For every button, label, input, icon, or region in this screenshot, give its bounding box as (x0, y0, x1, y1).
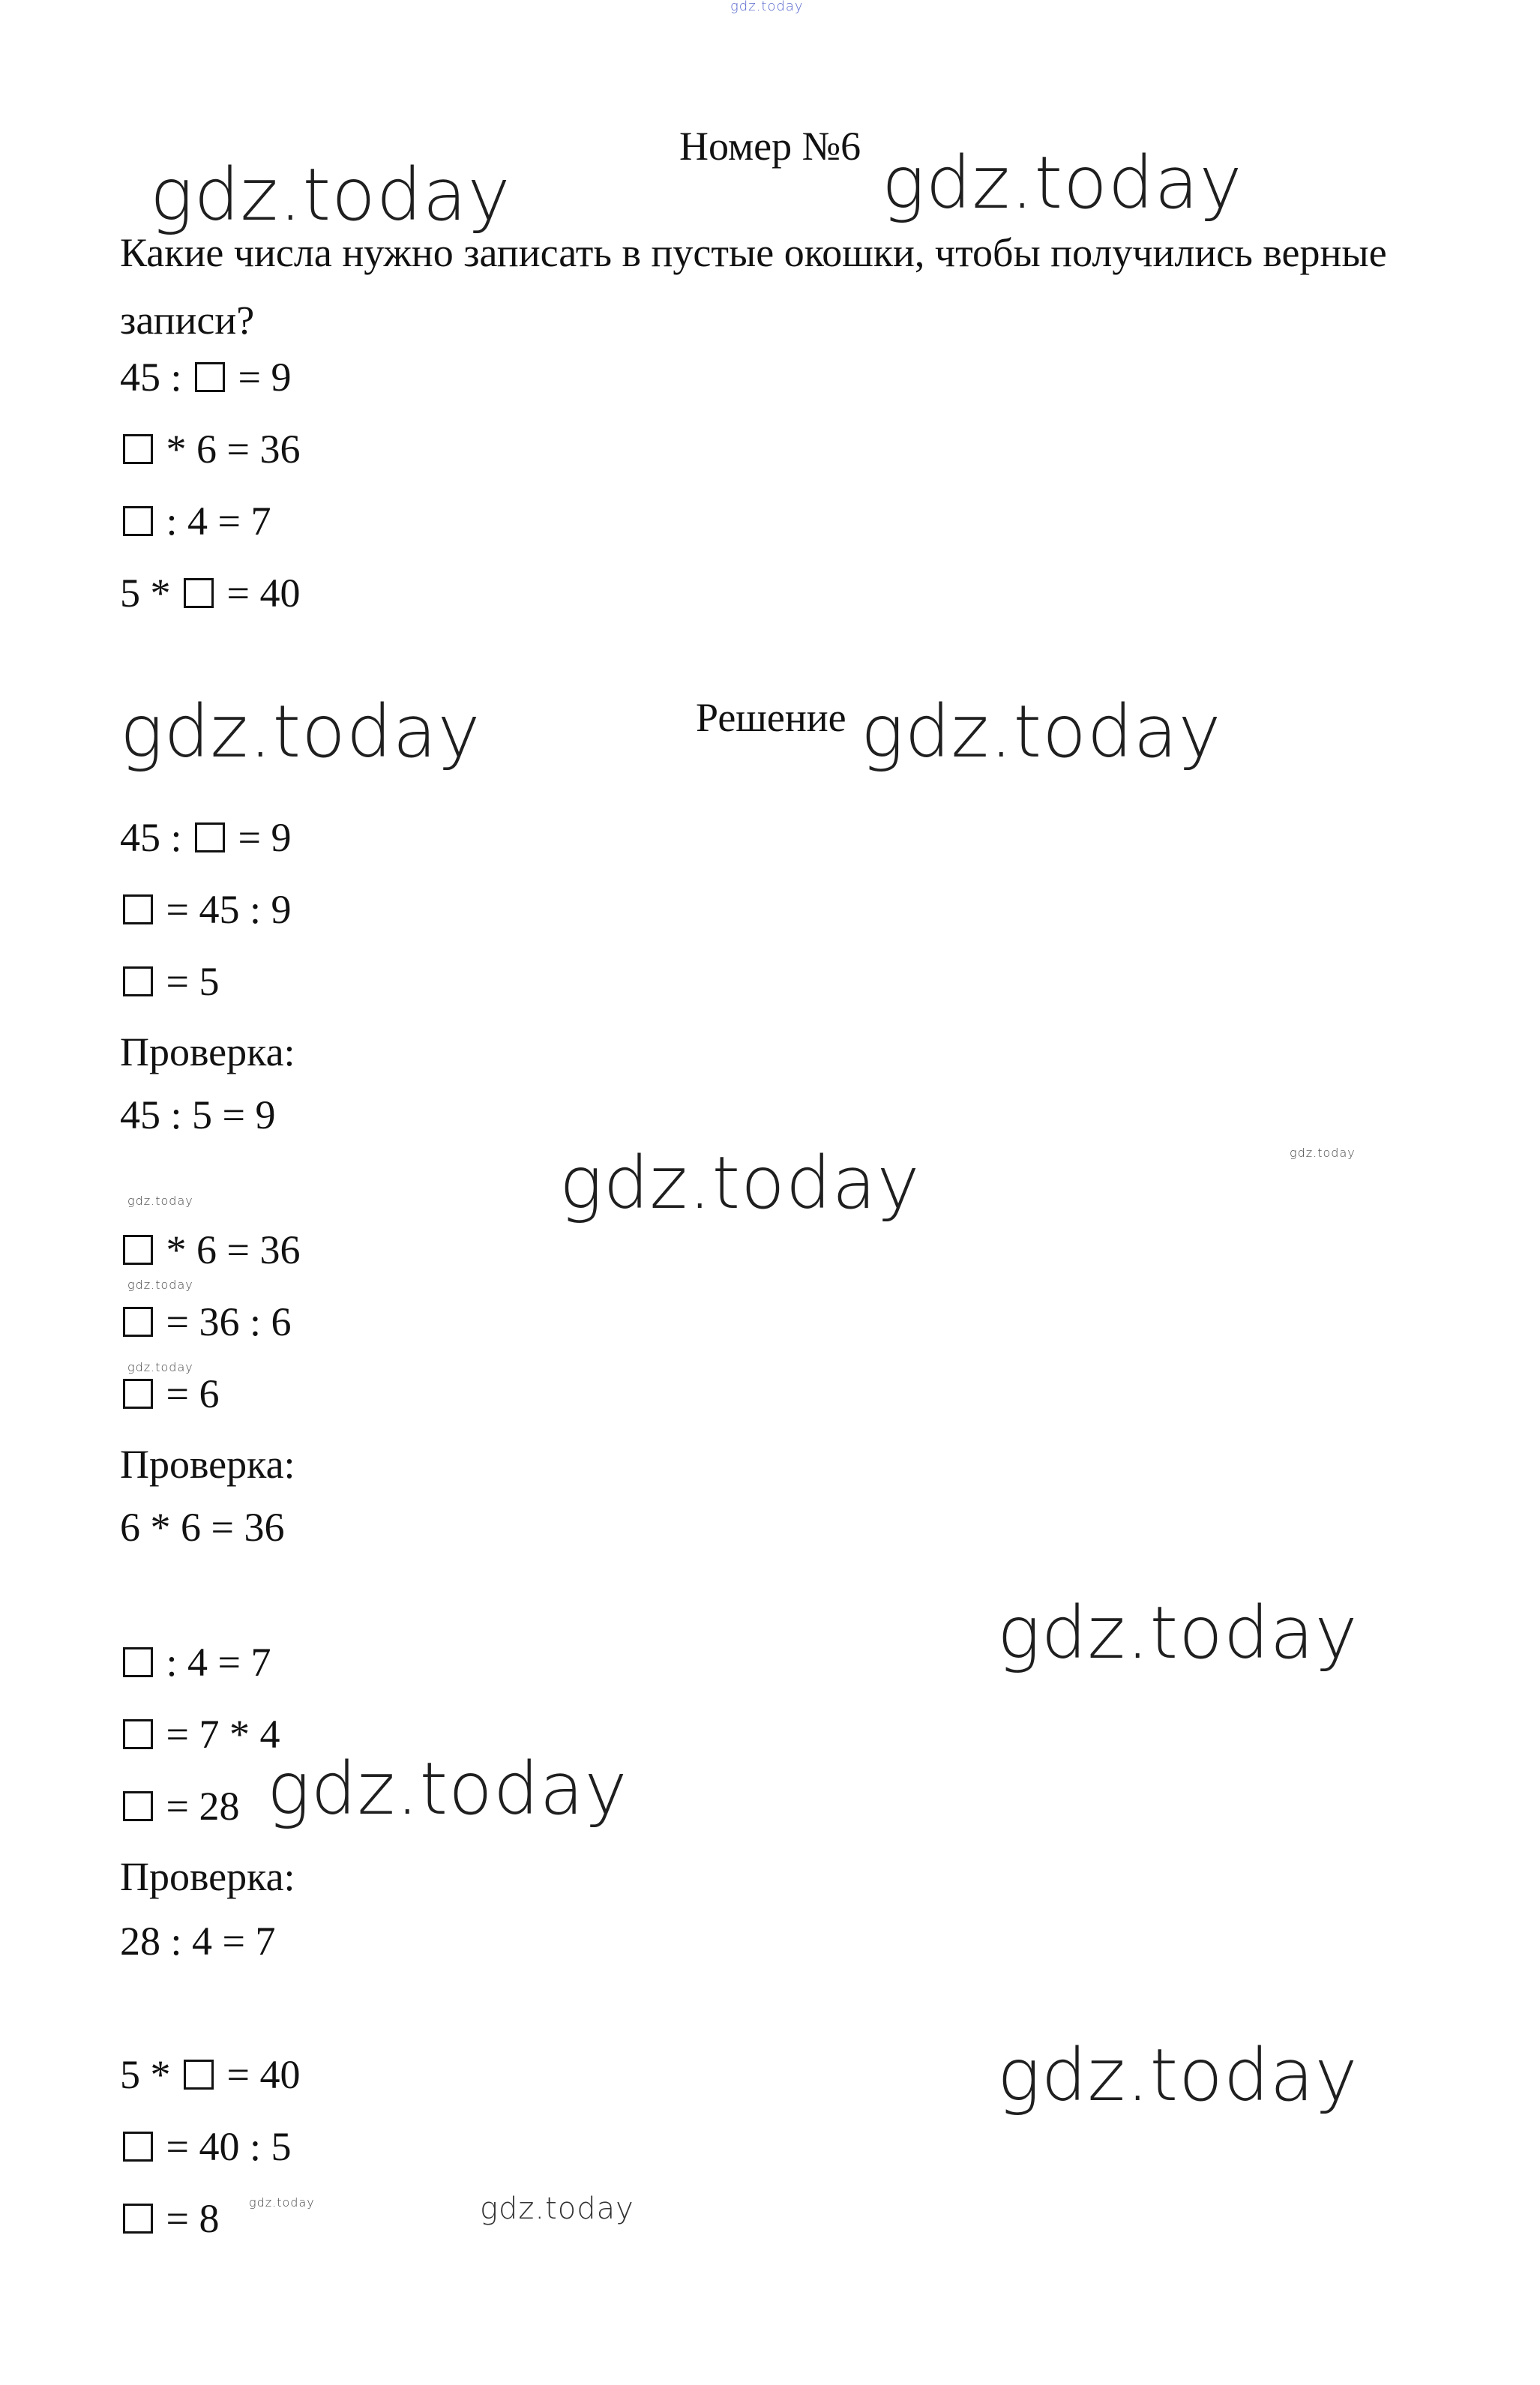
watermark: gdz.today (882, 141, 1243, 225)
watermark: gdz.today (997, 2033, 1359, 2117)
solution-line (120, 1784, 240, 1829)
expr-suffix: = 8 (156, 2196, 220, 2241)
solution-line (120, 1371, 220, 1416)
expr-suffix: = 45 : 9 (156, 887, 292, 932)
expr-suffix: = 5 (156, 959, 220, 1004)
check-label: Проверка: (120, 1854, 295, 1899)
solution-title: Решение (696, 695, 846, 740)
solution-line (120, 1227, 301, 1272)
expr-suffix: = 6 (156, 1371, 220, 1416)
watermark-medium: gdz.today (480, 2192, 634, 2226)
empty-box-icon (123, 506, 153, 536)
watermark-small: gdz.today (1290, 1146, 1356, 1160)
check-expression: 28 : 4 = 7 (120, 1919, 276, 1964)
watermark: gdz.today (559, 1141, 921, 1225)
solution-line (120, 1712, 280, 1757)
expr-suffix: = 9 (228, 815, 292, 860)
watermark-small: gdz.today (249, 2195, 315, 2210)
problem-line (120, 499, 271, 544)
expr-suffix: = 7 * 4 (156, 1712, 280, 1757)
empty-box-icon (195, 822, 225, 852)
expr-suffix: = 40 : 5 (156, 2124, 292, 2169)
expr-suffix: = 36 : 6 (156, 1299, 292, 1344)
expr-suffix: * 6 = 36 (156, 427, 301, 472)
watermark: gdz.today (997, 1591, 1359, 1675)
empty-box-icon (123, 1647, 153, 1677)
solution-line (120, 2126, 291, 2167)
solution-line (120, 889, 291, 930)
expr-prefix: 5 * (120, 571, 181, 616)
problem-line (120, 427, 301, 472)
empty-box-icon (184, 578, 214, 608)
watermark-small: gdz.today (127, 1194, 193, 1208)
empty-box-icon (123, 1379, 153, 1409)
problem-line (120, 355, 292, 400)
problem-title: Номер №6 (679, 124, 861, 169)
expr-suffix: = 40 (217, 571, 301, 616)
expr-suffix: = 40 (217, 2052, 301, 2097)
watermark: gdz.today (120, 690, 481, 774)
check-expression: 6 * 6 = 36 (120, 1505, 285, 1550)
expr-prefix: 45 : (120, 815, 193, 860)
expr-prefix: 45 : (120, 355, 193, 400)
empty-box-icon (123, 1719, 153, 1749)
watermark-small: gdz.today (127, 1278, 193, 1292)
watermark: gdz.today (861, 690, 1222, 774)
empty-box-icon (195, 362, 225, 392)
watermark: gdz.today (267, 1747, 628, 1831)
solution-line (120, 1640, 271, 1685)
check-expression: 45 : 5 = 9 (120, 1092, 276, 1137)
watermark-top: gdz.today (730, 0, 804, 14)
watermark-small: gdz.today (127, 1360, 193, 1374)
solution-line (120, 2054, 300, 2095)
empty-box-icon (123, 966, 153, 996)
empty-box-icon (123, 2204, 153, 2234)
empty-box-icon (123, 1307, 153, 1337)
expr-prefix: 5 * (120, 2052, 181, 2097)
expr-suffix: * 6 = 36 (156, 1227, 301, 1272)
empty-box-icon (123, 1235, 153, 1265)
problem-question: Какие числа нужно записать в пустые окошки, чтобы получились верные записи? (120, 230, 1387, 343)
empty-box-icon (123, 2132, 153, 2162)
expr-suffix: : 4 = 7 (156, 499, 271, 544)
solution-line (120, 961, 219, 1002)
expr-suffix: = 9 (228, 355, 292, 400)
empty-box-icon (123, 894, 153, 924)
expr-suffix: : 4 = 7 (156, 1640, 271, 1685)
check-label: Проверка: (120, 1029, 295, 1074)
solution-line (120, 1299, 292, 1344)
check-label: Проверка: (120, 1442, 295, 1487)
problem-line (120, 571, 301, 616)
solution-line (120, 2198, 219, 2239)
empty-box-icon (123, 1791, 153, 1821)
watermark: gdz.today (150, 153, 511, 237)
solution-line (120, 817, 291, 858)
empty-box-icon (123, 434, 153, 464)
expr-suffix: = 28 (156, 1784, 240, 1829)
empty-box-icon (184, 2060, 214, 2090)
